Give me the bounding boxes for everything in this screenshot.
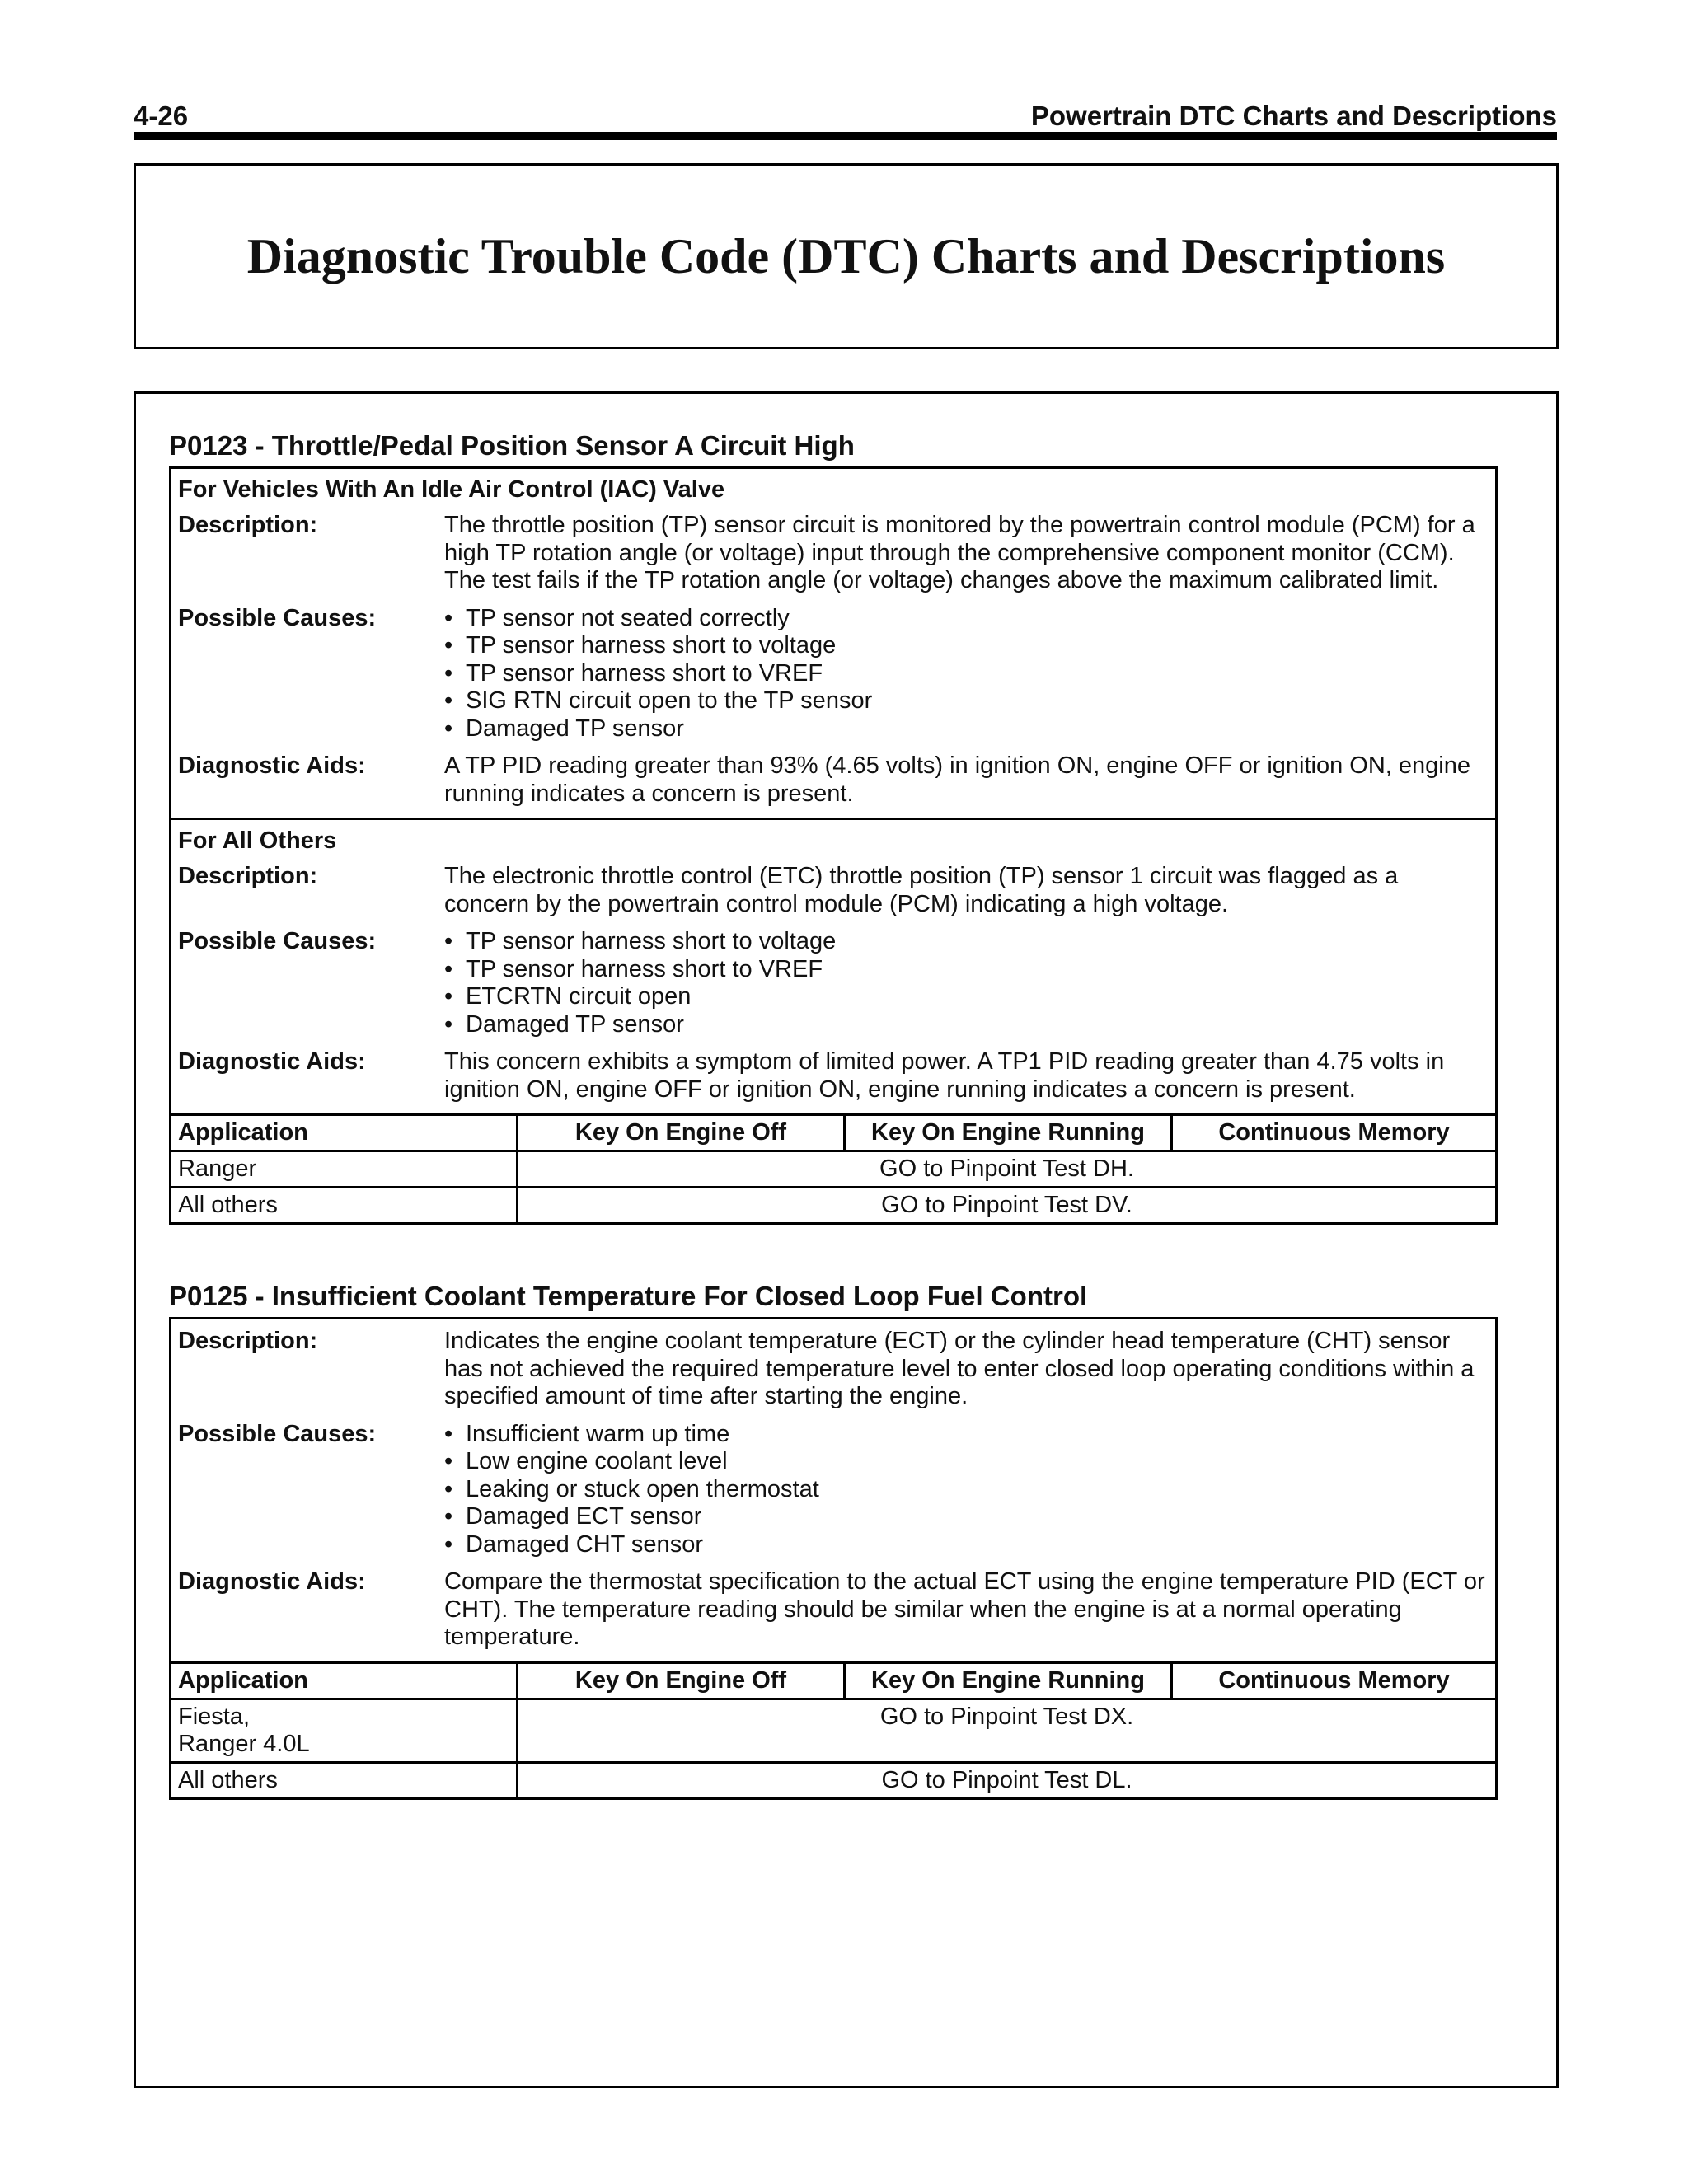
cause-item: • Insufficient warm up time — [444, 1421, 1489, 1449]
block-iac — [169, 466, 1498, 820]
column-header-koeo: Key On Engine Off — [518, 1662, 845, 1699]
description-label: Description: — [178, 863, 318, 889]
column-header-koer: Key On Engine Running — [845, 1115, 1172, 1151]
action-cell: GO to Pinpoint Test DX. — [518, 1699, 1497, 1762]
action-cell: GO to Pinpoint Test DL. — [518, 1762, 1497, 1798]
table-row — [171, 1188, 1497, 1224]
action-cell: GO to Pinpoint Test DH. — [518, 1151, 1497, 1188]
table-row — [171, 1699, 1497, 1762]
cause-item: • TP sensor harness short to voltage — [444, 928, 1489, 956]
table-row — [171, 1762, 1497, 1798]
application-cell: All others — [171, 1762, 518, 1798]
cause-item: • TP sensor not seated correctly — [444, 605, 1489, 633]
possible-causes-row — [171, 605, 1495, 753]
cause-item: • Damaged TP sensor — [444, 715, 1489, 743]
possible-causes-label: Possible Causes: — [178, 1420, 377, 1447]
application-table — [169, 1113, 1498, 1225]
description-text: Indicates the engine coolant temperature (ECT) or the cylinder head temperature (CHT) sensor has not achieved the required temperature level to enter closed loop operating conditions within a specified amount of time after starting the engine. — [444, 1328, 1475, 1409]
title-box — [134, 163, 1559, 349]
possible-causes-row — [171, 1421, 1495, 1569]
table-header-row — [171, 1662, 1497, 1699]
block-all-others — [169, 820, 1498, 1116]
table-header-row — [171, 1115, 1497, 1151]
block-p0125 — [169, 1317, 1498, 1664]
column-header-koeo: Key On Engine Off — [518, 1115, 845, 1151]
column-header-continuous: Continuous Memory — [1172, 1662, 1497, 1699]
application-cell: Ranger — [171, 1151, 518, 1188]
causes-list — [444, 928, 1489, 1038]
page-title: Diagnostic Trouble Code (DTC) Charts and Descriptions — [246, 228, 1446, 284]
cause-item: • TP sensor harness short to voltage — [444, 632, 1489, 660]
cause-item: • Damaged CHT sensor — [444, 1531, 1489, 1559]
cause-item: • Damaged ECT sensor — [444, 1503, 1489, 1531]
cause-item: • Damaged TP sensor — [444, 1011, 1489, 1039]
application-line: Fiesta, — [178, 1703, 251, 1730]
section-p0125 — [169, 1276, 1498, 1800]
cause-item: • TP sensor harness short to VREF — [444, 660, 1489, 688]
possible-causes-label: Possible Causes: — [178, 928, 377, 954]
running-title: Powertrain DTC Charts and Descriptions — [1030, 101, 1557, 131]
application-cell — [171, 1699, 518, 1762]
column-header-application: Application — [171, 1662, 518, 1699]
page-number: 4-26 — [134, 101, 189, 131]
description-row — [171, 1319, 1495, 1421]
diagnostic-aids-label: Diagnostic Aids: — [178, 752, 366, 779]
diagnostic-aids-row — [171, 1568, 1495, 1661]
section-title-p0123: P0123 - Throttle/Pedal Position Sensor A Circuit High — [169, 430, 855, 461]
column-header-application: Application — [171, 1115, 518, 1151]
column-header-koer: Key On Engine Running — [845, 1662, 1172, 1699]
description-text: The throttle position (TP) sensor circuit is monitored by the powertrain control module (PCM) for a high TP rotation angle (or voltage) input through the comprehensive component monitor (CCM). The test fails if the TP rotation angle (or voltage) changes above the maximum calibrated limit. — [444, 512, 1475, 593]
cause-item: • Low engine coolant level — [444, 1448, 1489, 1476]
diagnostic-aids-text: A TP PID reading greater than 93% (4.65 volts) in ignition ON, engine OFF or ignition ON, engine running indicates a concern is present. — [444, 752, 1470, 807]
application-table — [169, 1661, 1498, 1800]
application-line: Ranger 4.0L — [178, 1730, 310, 1757]
diagnostic-aids-row — [171, 1048, 1495, 1113]
table-row — [171, 1151, 1497, 1188]
section-p0123 — [169, 425, 1498, 1225]
application-cell: All others — [171, 1188, 518, 1224]
cause-item: • Leaking or stuck open thermostat — [444, 1476, 1489, 1504]
subhead-all-others: For All Others — [178, 827, 337, 854]
diagnostic-aids-label: Diagnostic Aids: — [178, 1048, 366, 1075]
diagnostic-aids-text: This concern exhibits a symptom of limited power. A TP1 PID reading greater than 4.75 volts in ignition ON, engine OFF or ignition ON, engine running indicates a concern is present. — [444, 1048, 1445, 1103]
description-text: The electronic throttle control (ETC) throttle position (TP) sensor 1 circuit was flagged as a concern by the powertrain control module (PCM) indicating a high voltage. — [444, 863, 1399, 917]
causes-list — [444, 605, 1489, 743]
cause-item: • SIG RTN circuit open to the TP sensor — [444, 687, 1489, 715]
possible-causes-row — [171, 928, 1495, 1048]
header-rule — [134, 132, 1557, 140]
cause-item: • ETCRTN circuit open — [444, 983, 1489, 1011]
page-header — [134, 97, 1557, 132]
description-label: Description: — [178, 512, 318, 538]
possible-causes-label: Possible Causes: — [178, 604, 377, 631]
diagnostic-aids-label: Diagnostic Aids: — [178, 1568, 366, 1595]
column-header-continuous: Continuous Memory — [1172, 1115, 1497, 1151]
action-cell: GO to Pinpoint Test DV. — [518, 1188, 1497, 1224]
diagnostic-aids-text: Compare the thermostat specification to the actual ECT using the engine temperature PID (ECT or CHT). The temperature reading should be similar when the engine is at a normal operating temperature. — [444, 1568, 1485, 1650]
diagnostic-aids-row — [171, 752, 1495, 818]
subhead-iac: For Vehicles With An Idle Air Control (IAC) Valve — [178, 476, 725, 503]
description-label: Description: — [178, 1328, 318, 1354]
cause-item: • TP sensor harness short to VREF — [444, 956, 1489, 984]
content-box — [134, 391, 1559, 2088]
section-title-p0125: P0125 - Insufficient Coolant Temperature For Closed Loop Fuel Control — [169, 1281, 1088, 1311]
description-row — [171, 504, 1495, 605]
causes-list — [444, 1421, 1489, 1559]
description-row — [171, 855, 1495, 928]
